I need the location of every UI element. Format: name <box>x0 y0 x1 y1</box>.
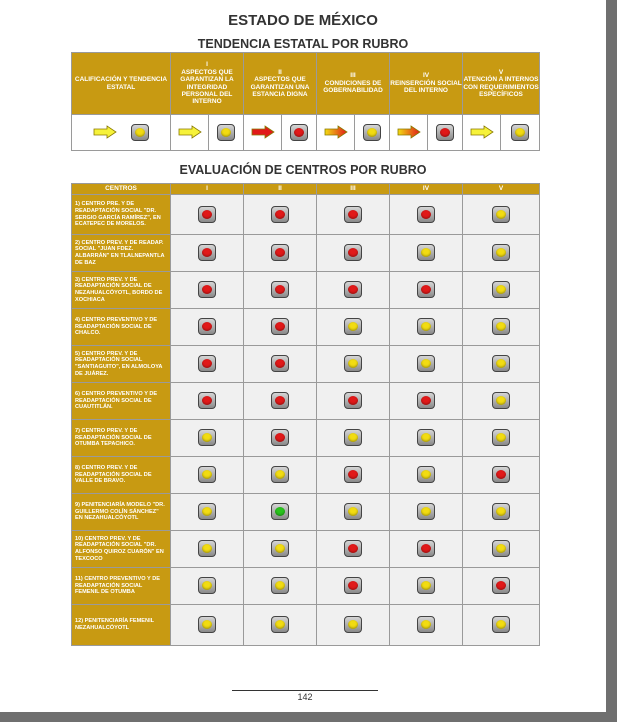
semaphore-light-icon <box>417 392 435 409</box>
rating-cell <box>244 383 317 420</box>
semaphore-light-icon <box>417 244 435 261</box>
semaphore-light-icon <box>344 616 362 633</box>
semaphore-light-icon <box>198 281 216 298</box>
rating-cell <box>171 568 244 605</box>
arrow-right-icon <box>324 125 348 139</box>
semaphore-light-icon <box>344 355 362 372</box>
rating-cell <box>244 420 317 457</box>
semaphore-light-icon <box>492 206 510 223</box>
rating-cell <box>244 531 317 568</box>
rating-cell <box>390 568 463 605</box>
semaphore-light-icon <box>344 281 362 298</box>
rating-cell <box>390 457 463 494</box>
rating-cell <box>171 420 244 457</box>
rubro-number: III <box>350 72 356 80</box>
semaphore-light-icon <box>492 281 510 298</box>
column-header-centros: CENTROS <box>72 184 171 195</box>
semaphore-light-icon <box>271 318 289 335</box>
column-header-rubro: II <box>244 184 317 195</box>
rating-cell <box>317 346 390 383</box>
rubro-header-2 <box>244 53 317 115</box>
table-row <box>72 605 540 646</box>
semaphore-light-icon <box>271 206 289 223</box>
rating-cell <box>317 457 390 494</box>
semaphore-light-icon <box>271 540 289 557</box>
column-header-rubro: IV <box>390 184 463 195</box>
trend-arrow-cell <box>317 115 355 151</box>
rating-cell <box>244 195 317 235</box>
table-row <box>72 309 540 346</box>
table-row <box>72 494 540 531</box>
semaphore-light-icon <box>492 616 510 633</box>
rubro-title: CONDICIONES DE GOBERNABILIDAD <box>323 79 383 95</box>
centro-name-cell: 11) CENTRO PREVENTIVO Y DE READAPTACIÓN SOCIAL FEMENIL DE OTUMBA <box>72 568 171 605</box>
rating-cell <box>317 272 390 309</box>
rating-cell <box>390 383 463 420</box>
rating-cell <box>317 494 390 531</box>
semaphore-light-icon <box>271 281 289 298</box>
rubro-header-4 <box>390 53 463 115</box>
table-row <box>72 383 540 420</box>
rating-cell <box>171 346 244 383</box>
arrow-right-icon <box>251 125 275 139</box>
rubro-number: IV <box>422 72 430 80</box>
semaphore-light-icon <box>271 577 289 594</box>
column-header-rubro: III <box>317 184 390 195</box>
tendencia-table <box>71 52 540 151</box>
rating-cell <box>317 383 390 420</box>
rating-cell <box>244 346 317 383</box>
semaphore-light-icon <box>271 244 289 261</box>
rubro-number: I <box>206 61 208 69</box>
trend-arrow-cell <box>463 115 501 151</box>
rating-cell <box>390 531 463 568</box>
rubro-header-5 <box>463 53 540 115</box>
arrow-right-icon <box>397 125 421 139</box>
semaphore-light-icon <box>436 124 454 141</box>
semaphore-light-icon <box>492 392 510 409</box>
semaphore-light-icon <box>198 206 216 223</box>
rating-cell <box>317 568 390 605</box>
rubro-header-1 <box>171 53 244 115</box>
semaphore-light-icon <box>492 540 510 557</box>
arrow-right-icon <box>178 125 202 139</box>
trend-light-cell <box>282 115 317 151</box>
centro-name-cell: 3) CENTRO PREV. Y DE READAPTACIÓN SOCIAL DE NEZAHUALCÓYOTL, BORDO DE XOCHIACA <box>72 272 171 309</box>
section-title-evaluacion: EVALUACIÓN DE CENTROS POR RUBRO <box>179 163 427 177</box>
rating-cell <box>317 605 390 646</box>
table-row <box>72 531 540 568</box>
rating-cell <box>171 309 244 346</box>
rating-cell <box>390 420 463 457</box>
rubro-title: ASPECTOS QUE GARANTIZAN LA INTEGRIDAD PERSONAL DEL INTERNO <box>180 68 234 106</box>
rating-cell <box>463 235 540 272</box>
semaphore-light-icon <box>417 503 435 520</box>
trend-arrow-cell <box>390 115 428 151</box>
rating-cell <box>244 568 317 605</box>
evaluacion-table <box>71 183 540 646</box>
semaphore-light-icon <box>271 355 289 372</box>
rating-cell <box>171 383 244 420</box>
semaphore-light-icon <box>417 318 435 335</box>
arrow-right-icon <box>470 125 494 139</box>
tendencia-header-row <box>72 53 540 115</box>
semaphore-light-icon <box>198 429 216 446</box>
centro-name-cell: 2) CENTRO PREV. Y DE READAP. SOCIAL "JUAN FDEZ. ALBARRÁN" EN TLALNEPANTLA DE BAZ <box>72 235 171 272</box>
rating-cell <box>317 235 390 272</box>
rubro-title: ATENCIÓN A INTERNOS CON REQUERIMIENTOS ESPECÍFICOS <box>463 76 539 98</box>
rating-cell <box>463 494 540 531</box>
semaphore-light-icon <box>271 392 289 409</box>
centro-name-cell: 7) CENTRO PREV. Y DE READAPTACIÓN SOCIAL DE OTUMBA TEPACHICO. <box>72 420 171 457</box>
semaphore-light-icon <box>417 577 435 594</box>
rating-cell <box>463 346 540 383</box>
table-row <box>72 420 540 457</box>
arrow-right-icon <box>93 125 117 139</box>
centro-name-cell: 9) PENITENCIARÍA MODELO "DR. GUILLERMO COLÍN SÁNCHEZ" EN NEZAHUALCÓYOTL <box>72 494 171 531</box>
centro-name-cell: 10) CENTRO PREV. Y DE READAPTACIÓN SOCIAL "DR. ALFONSO QUIROZ CUARÓN" EN TEXCOCO <box>72 531 171 568</box>
trend-arrow-cell <box>171 115 209 151</box>
rubro-title: REINSERCIÓN SOCIAL DEL INTERNO <box>390 79 462 95</box>
centro-name-cell: 1) CENTRO PRE. Y DE READAPTACIÓN SOCIAL "DR. SERGIO GARCÍA RAMÍREZ", EN ECATEPEC DE MORELOS. <box>72 195 171 235</box>
trend-light-cell <box>501 115 540 151</box>
semaphore-light-icon <box>417 355 435 372</box>
semaphore-light-icon <box>492 577 510 594</box>
rating-cell <box>317 420 390 457</box>
tendencia-values-row <box>72 115 540 151</box>
semaphore-light-icon <box>417 466 435 483</box>
semaphore-light-icon <box>290 124 308 141</box>
rating-cell <box>463 195 540 235</box>
semaphore-light-icon <box>492 466 510 483</box>
centro-name-cell: 5) CENTRO PREV. Y DE READAPTACIÓN SOCIAL "SANTIAGUITO", EN ALMOLOYA DE JUÁREZ. <box>72 346 171 383</box>
rating-cell <box>463 309 540 346</box>
rating-cell <box>244 605 317 646</box>
centro-name-cell: 8) CENTRO PREV. Y DE READAPTACIÓN SOCIAL DE VALLE DE BRAVO. <box>72 457 171 494</box>
semaphore-light-icon <box>492 318 510 335</box>
overall-cell <box>72 115 171 151</box>
rating-cell <box>390 272 463 309</box>
semaphore-light-icon <box>417 616 435 633</box>
rating-cell <box>463 457 540 494</box>
rating-cell <box>463 531 540 568</box>
semaphore-light-icon <box>417 540 435 557</box>
semaphore-light-icon <box>492 244 510 261</box>
semaphore-light-icon <box>511 124 529 141</box>
rating-cell <box>244 272 317 309</box>
rating-cell <box>244 457 317 494</box>
column-header-rubro: V <box>463 184 540 195</box>
semaphore-light-icon <box>344 392 362 409</box>
semaphore-light-icon <box>344 206 362 223</box>
semaphore-light-icon <box>198 577 216 594</box>
rating-cell <box>463 420 540 457</box>
table-row <box>72 235 540 272</box>
rating-cell <box>171 195 244 235</box>
semaphore-light-icon <box>344 540 362 557</box>
rating-cell <box>317 531 390 568</box>
centro-name-cell: 4) CENTRO PREVENTIVO Y DE READAPTACIÓN SOCIAL DE CHALCO. <box>72 309 171 346</box>
semaphore-light-icon <box>271 503 289 520</box>
footer-rule <box>232 690 378 691</box>
rating-cell <box>171 235 244 272</box>
rating-cell <box>390 605 463 646</box>
section-title-tendencia: TENDENCIA ESTATAL POR RUBRO <box>197 37 409 51</box>
semaphore-light-icon <box>344 466 362 483</box>
rubro-title: ASPECTOS QUE GARANTIZAN UNA ESTANCIA DIGNA <box>250 76 310 98</box>
rubro-number: V <box>498 68 504 76</box>
semaphore-light-icon <box>198 392 216 409</box>
tendencia-label-cell: CALIFICACIÓN Y TENDENCIA ESTATAL <box>72 53 171 115</box>
rating-cell <box>171 531 244 568</box>
semaphore-light-icon <box>363 124 381 141</box>
semaphore-light-icon <box>198 355 216 372</box>
rating-cell <box>171 457 244 494</box>
rating-cell <box>463 568 540 605</box>
rating-cell <box>244 235 317 272</box>
rating-cell <box>463 605 540 646</box>
rating-cell <box>463 272 540 309</box>
table-row <box>72 346 540 383</box>
trend-light-cell <box>209 115 244 151</box>
rating-cell <box>171 494 244 531</box>
semaphore-light-icon <box>198 466 216 483</box>
semaphore-light-icon <box>271 466 289 483</box>
rating-cell <box>390 195 463 235</box>
rating-cell <box>390 309 463 346</box>
trend-arrow-cell <box>244 115 282 151</box>
semaphore-light-icon <box>344 429 362 446</box>
trend-light-cell <box>355 115 390 151</box>
semaphore-light-icon <box>344 318 362 335</box>
semaphore-light-icon <box>131 124 149 141</box>
semaphore-light-icon <box>492 503 510 520</box>
arrow-right-icon <box>93 124 117 141</box>
semaphore-light-icon <box>417 206 435 223</box>
rating-cell <box>171 272 244 309</box>
semaphore-light-icon <box>492 429 510 446</box>
semaphore-light-icon <box>198 616 216 633</box>
rubro-header-3 <box>317 53 390 115</box>
semaphore-light-icon <box>344 503 362 520</box>
rating-cell <box>463 383 540 420</box>
table-row <box>72 457 540 494</box>
rating-cell <box>317 309 390 346</box>
rubro-number: II <box>278 68 282 76</box>
page-title: ESTADO DE MÉXICO <box>228 12 378 29</box>
table-row <box>72 195 540 235</box>
semaphore-light-icon <box>492 355 510 372</box>
rating-cell <box>390 346 463 383</box>
rating-cell <box>390 235 463 272</box>
table-row <box>72 272 540 309</box>
centro-name-cell: 12) PENITENCIARÍA FEMENIL NEZAHUALCÓYOTL <box>72 605 171 646</box>
semaphore-light-icon <box>417 429 435 446</box>
semaphore-light-icon <box>198 244 216 261</box>
rating-cell <box>244 309 317 346</box>
semaphore-light-icon <box>271 616 289 633</box>
centro-name-cell: 6) CENTRO PREVENTIVO Y DE READAPTACIÓN SOCIAL DE CUAUTITLÁN. <box>72 383 171 420</box>
rating-cell <box>317 195 390 235</box>
semaphore-light-icon <box>198 503 216 520</box>
evaluacion-header-row <box>72 184 540 195</box>
semaphore-light-icon <box>271 429 289 446</box>
rating-cell <box>244 494 317 531</box>
semaphore-light-icon <box>417 281 435 298</box>
table-row <box>72 568 540 605</box>
rating-cell <box>390 494 463 531</box>
semaphore-light-icon <box>344 577 362 594</box>
semaphore-light-icon <box>198 540 216 557</box>
rating-cell <box>171 605 244 646</box>
semaphore-light-icon <box>198 318 216 335</box>
semaphore-light-icon <box>344 244 362 261</box>
page-number: 142 <box>297 692 313 702</box>
semaphore-light-icon <box>217 124 235 141</box>
column-header-rubro: I <box>171 184 244 195</box>
trend-light-cell <box>428 115 463 151</box>
